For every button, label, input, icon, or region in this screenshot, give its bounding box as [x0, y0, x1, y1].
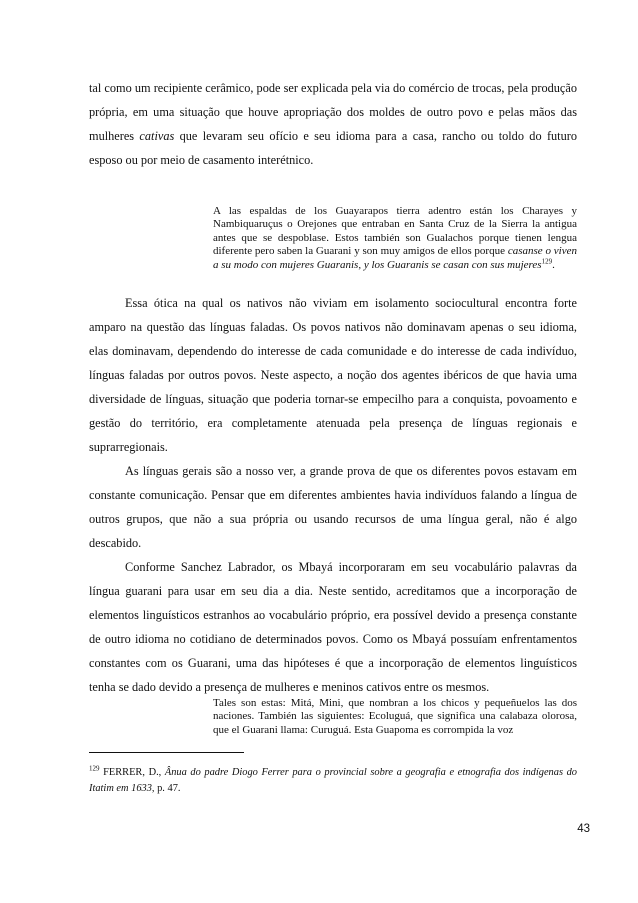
footnote-text-b: p. 47. — [154, 783, 181, 794]
block-quote-1-italic: casanse o viven a su modo con mujeres Guaranis, y los Guaranis se casan con sus mujeres — [213, 245, 578, 271]
block-quote-1-text-a: A las espaldas de los Guayarapos tierra adentro están los Charayes y Nambiquaruçus o Orejones que entraban en Santa Cruz de la Sierra la antigua antes que se despoblase. Estos también son Gualachos porque tienen lengua diferente pero saben la Guarani y son muy amigos de ellos porque — [213, 205, 577, 258]
paragraph-2 — [89, 291, 577, 459]
paragraph-2-text: Essa ótica na qual os nativos não viviam em isolamento sociocultural encontra forte amparo na questão das línguas faladas. Os povos nativos não dominavam apenas o seu idioma, elas dominavam, dependendo do interesse de cada comunidade e do interesse de cada indivíduo, línguas faladas por outros povos. Neste aspecto, a noção dos agentes ibéricos de que havia uma diversidade de línguas, situação que poderia tornar-se empecilho para a conquista, povoamento e gestão do território, era completamente atenuada pela presença de línguas regionais e suprarregionais. — [89, 296, 577, 454]
paragraph-1-text-b: que levaram seu ofício e seu idioma para a casa, rancho ou toldo do futuro esposo ou por meio de casamento interétnico. — [89, 129, 577, 167]
page-number: 43 — [577, 823, 590, 835]
footnote-ref-129: 129 — [541, 256, 553, 265]
footnote-separator — [89, 752, 244, 753]
footnote-text-a: FERRER, D., — [99, 767, 165, 778]
paragraph-4-text: Conforme Sanchez Labrador, os Mbayá incorporaram em seu vocabulário palavras da língua guarani para usar em seu dia a dia. Neste sentido, acreditamos que a incorporação de elementos linguísticos estranhos ao vocabulário próprio, era possível devido a presença constante de outro idioma no cotidiano de determinados povos. Como os Mbayá possuíam enfrentamentos constantes com os Guarani, uma das hipóteses é que a incorporação de elementos linguísticos tenha se dado devido a presença de mulheres e meninos cativos entre os mesmos. — [89, 560, 577, 694]
block-quote-2: Tales son estas: Mitá, Mini, que nombran a los chicos y pequeñuelos las dos naciones. También las siguientes: Ecoluguá, que significa una calabaza olorosa, que el Guarani llama: Curuguá. Esta Guapoma es corrompida la voz — [213, 697, 577, 736]
block-quote-1-text-b: . — [552, 258, 555, 271]
footnote-number: 129 — [89, 764, 100, 773]
footnote — [89, 765, 577, 797]
footnote-italic-title: Ânua do padre Diogo Ferrer para o provincial sobre a geografia e etnografia dos indígenas do Itatim em 1633, — [89, 767, 577, 794]
paragraph-1-text-a: tal como um recipiente cerâmico, pode ser explicada pela via do comércio de trocas, pela produção própria, em uma situação que houve apropriação dos moldes de outro povo e pelas mãos das mulheres — [89, 81, 577, 143]
paragraph-1-italic: cativas — [139, 129, 175, 143]
paragraph-3-text: As línguas gerais são a nosso ver, a grande prova de que os diferentes povos estavam em constante comunicação. Pensar que em diferentes ambientes havia indivíduos falando a língua de outros grupos, que não a sua própria ou usando recursos de uma língua geral, não é algo descabido. — [89, 464, 577, 550]
paragraph-4 — [89, 555, 577, 699]
paragraph-1 — [89, 76, 577, 172]
paragraph-3 — [89, 459, 577, 555]
block-quote-1 — [213, 205, 577, 272]
